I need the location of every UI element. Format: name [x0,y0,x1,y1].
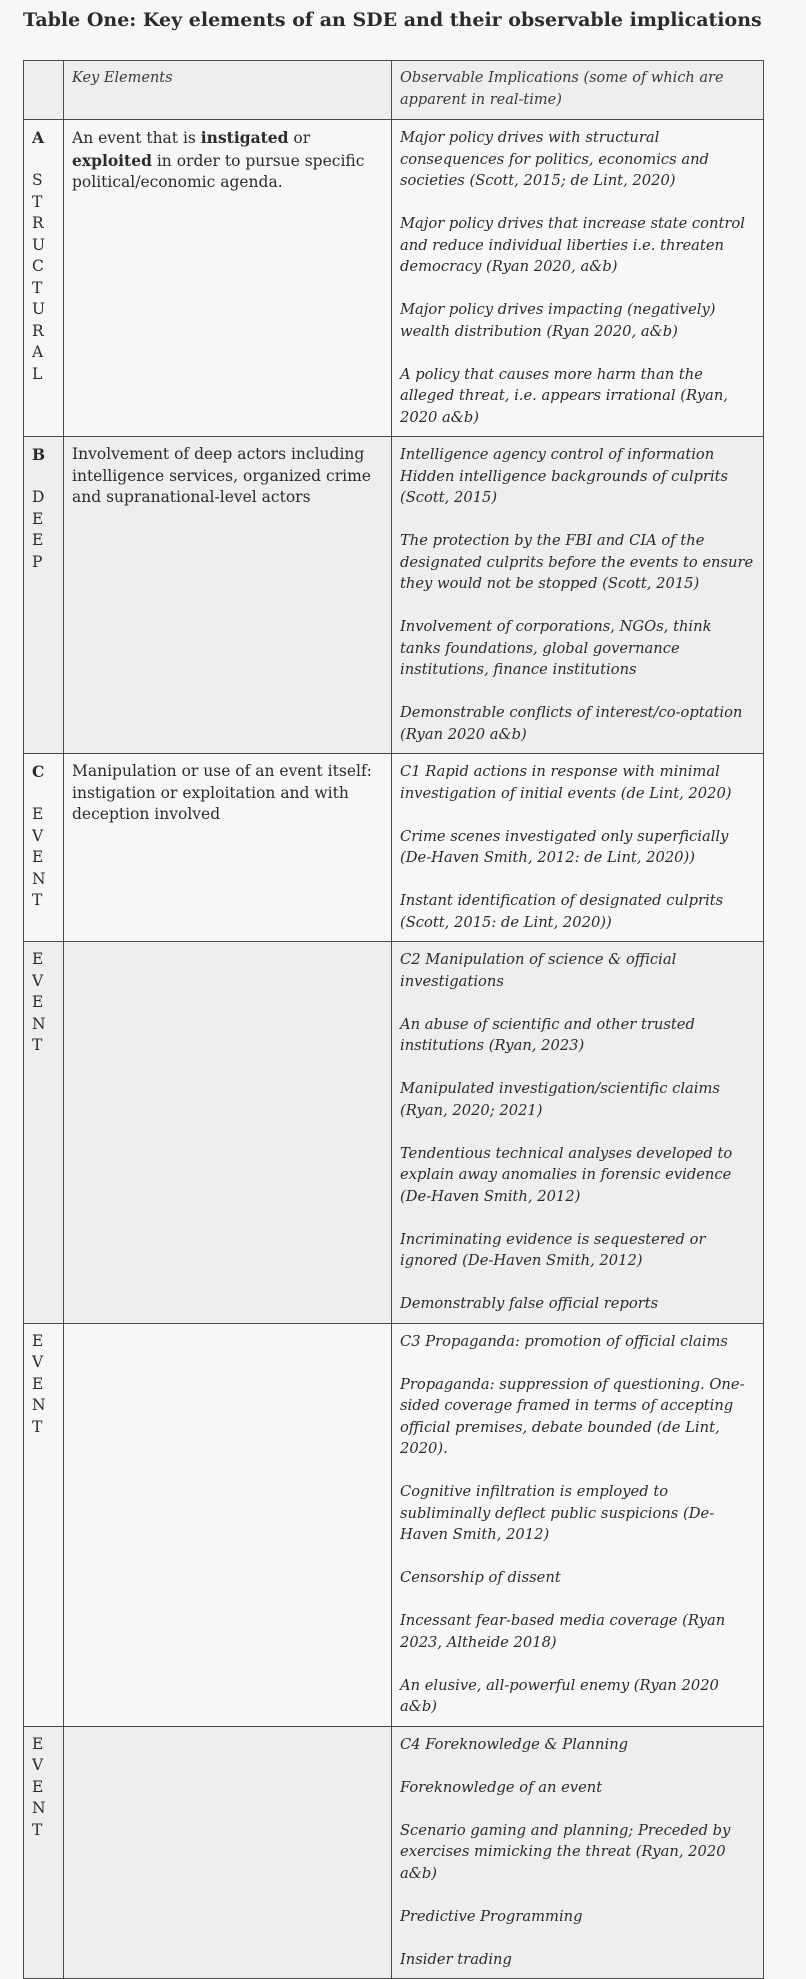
table-row [24,120,764,437]
implications-cell: C1 Rapid actions in response with minimal investigation of initial events (de Lint, 2020) Crime scenes investigated only superficially (De-Haven Smith, 2012: de Lint, 2020)) Instant identification of designated culprits (Scott, 2015: de Lint, 2020)) [392,754,764,942]
key-element-cell [64,1323,392,1726]
sde-table [23,60,764,1979]
header-cell-index [24,61,64,120]
vertical-label: E V E N T [32,1734,46,1839]
vertical-label: E V E N T [32,1331,46,1436]
row-label-cell [24,1323,64,1726]
table-header-row [24,61,764,120]
implications-cell: Major policy drives with structural consequences for politics, economics and societies (Scott, 2015; de Lint, 2020) Major policy drives that increase state control and reduce individual liberties i.e. threaten democracy (Ryan 2020, a&b) Major policy drives impacting (negatively) wealth distribution (Ryan 2020, a&b) A policy that causes more harm than the alleged threat, i.e. appears irrational (Ryan, 2020 a&b) [392,120,764,437]
implications-cell: Intelligence agency control of information Hidden intelligence backgrounds of culprits (Scott, 2015) The protection by the FBI and CIA of the designated culprits before the events to ensure they would not be stopped (Scott, 2015) Involvement of corporations, NGOs, think tanks foundations, global governance institutions, finance institutions Demonstrable conflicts of interest/co-optation (Ryan 2020 a&b) [392,437,764,754]
row-label-cell [24,120,64,437]
row-label-cell [24,754,64,942]
row-letter: C [32,762,45,781]
vertical-label: E V E N T [32,950,46,1054]
key-element-cell: Manipulation or use of an event itself: instigation or exploitation and with deception involved [64,754,392,942]
row-label-cell [24,1726,64,1979]
table-row [24,437,764,754]
row-label-cell [24,437,64,754]
table-row [24,942,764,1324]
row-letter: A [32,128,45,147]
vertical-label: E V E N T [32,805,46,909]
implications-cell: C2 Manipulation of science & official investigations An abuse of scientific and other trusted institutions (Ryan, 2023) Manipulated investigation/scientific claims (Ryan, 2020; 2021) Tendentious technical analyses developed to explain away anomalies in forensic evidence (De-Haven Smith, 2012) Incriminating evidence is sequestered or ignored (De-Haven Smith, 2012) Demonstrably false official reports [392,942,764,1324]
key-element-cell [64,1726,392,1979]
header-cell-implications: Observable Implications (some of which are apparent in real-time) [392,61,764,120]
table-title: Table One: Key elements of an SDE and their observable implications [23,9,762,31]
table-row [24,1323,764,1726]
row-letter: B [32,445,46,464]
key-element-cell: An event that is instigated or exploited in order to pursue specific political/economic agenda. [64,120,392,437]
vertical-label: S T R U C T U R A L [32,171,46,383]
row-label-cell [24,942,64,1324]
implications-cell: C3 Propaganda: promotion of official claims Propaganda: suppression of questioning. One-sided coverage framed in terms of accepting official premises, debate bounded (de Lint, 2020). Cognitive infiltration is employed to subliminally deflect public suspicions (De-Haven Smith, 2012) Censorship of dissent Incessant fear-based media coverage (Ryan 2023, Altheide 2018) An elusive, all-powerful enemy (Ryan 2020 a&b) [392,1323,764,1726]
header-cell-key-elements: Key Elements [64,61,392,120]
implications-cell: C4 Foreknowledge & Planning Foreknowledge of an event Scenario gaming and planning; Preceded by exercises mimicking the threat (Ryan, 2020 a&b) Predictive Programming Insider trading [392,1726,764,1979]
vertical-label: D E E P [32,488,45,571]
key-element-cell: Involvement of deep actors including intelligence services, organized crime and supranational-level actors [64,437,392,754]
table-row [24,1726,764,1979]
key-element-cell [64,942,392,1324]
table-row [24,754,764,942]
